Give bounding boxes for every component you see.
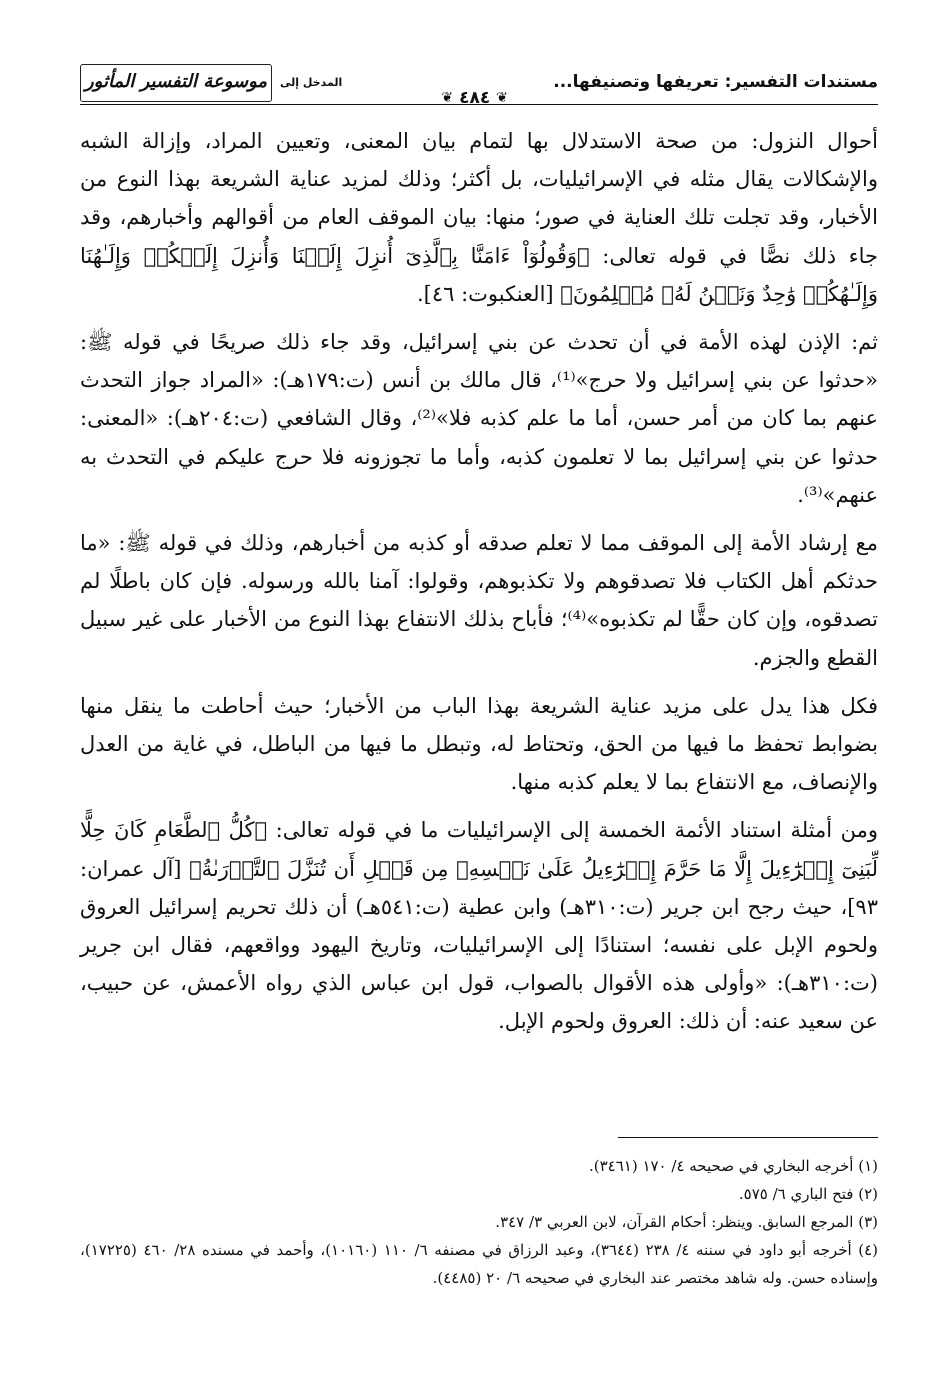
page-header bbox=[80, 64, 878, 108]
paragraph-4: فكل هذا يدل على مزيد عناية الشريعة بهذا الباب من الأخبار؛ حيث أحاطت ما ينقل منها بضوابط تحفظ ما فيها من الحق، وتحتاط له، وتبطل ما فيها من الباطل، في غاية من العدل والإنصاف، مع الانتفاع بما لا يعلم كذبه منها. bbox=[80, 693, 878, 795]
running-title: مستندات التفسير: تعريفها وتصنيفها... bbox=[553, 72, 878, 92]
paragraph-2: ثم: الإذن لهذه الأمة في أن تحدث عن بني إسرائيل، وقد جاء ذلك صريحًا في قوله ﷺ: «حدثوا عن بني إسرائيل ولا حرج»⁽¹⁾، قال مالك بن أنس (ت:١٧٩هـ): «المراد جواز التحدث عنهم بما كان من أمر حسن، أما ما علم كذبه فلا»⁽²⁾، وقال الشافعي (ت:٢٠٤هـ): «المعنى: حدثوا عن بني إسرائيل بما لا تعلمون كذبه، وأما ما تجوزونه فلا حرج عليكم في التحدث به عنهم»⁽³⁾. bbox=[80, 330, 878, 507]
footnote-3: (٣) المرجع السابق. وينظر: أحكام القرآن، لابن العربي ٣/ ٣٤٧. bbox=[495, 1213, 878, 1231]
paragraph-5: ومن أمثلة استناد الأئمة الخمسة إلى الإسرائيليات ما في قوله تعالى: ﴿كُلُّ ٱلطَّعَامِ كَانَ حِلًّا لِّبَنِىٓ إِسۡرَٰٓءِيلَ إِلَّا مَا حَرَّمَ إِسۡرَٰٓءِيلُ عَلَىٰ نَفۡسِهِۦ مِن قَبۡلِ أَن تُنَزَّلَ ٱلتَّوۡرَىٰةُ﴾ [آل عمران: ٩٣]، حيث رجح ابن جرير (ت:٣١٠هـ) وابن عطية (ت:٥٤١هـ) أن ذلك تحريم إسرائيل العروق ولحوم الإبل على نفسه؛ استنادًا إلى الإسرائيليات، وتاريخ اليهود وواقعهم، فقال ابن جرير (ت:٣١٠هـ): «وأولى هذه الأقوال بالصواب، قول ابن عباس الذي رواه الأعمش، عن حبيب، عن سعيد عنه: أن ذلك: العروق ولحوم الإبل. bbox=[80, 818, 878, 1034]
footnote-1: (١) أخرجه البخاري في صحيحه ٤/ ١٧٠ (٣٤٦١). bbox=[588, 1157, 878, 1175]
main-text bbox=[80, 122, 878, 1051]
footnote-2: (٢) فتح الباري ٦/ ٥٧٥. bbox=[738, 1185, 878, 1203]
paragraph-3: مع إرشاد الأمة إلى الموقف مما لا تعلم صدقه أو كذبه من أخبارهم، وذلك في قوله ﷺ: «ما حدثكم أهل الكتاب فلا تصدقوهم ولا تكذبوهم، وقولوا: آمنا بالله ورسوله. فإن كان باطلًا لم تصدقوه، وإن كان حقًّا لم تكذبوه»⁽⁴⁾؛ فأباح بذلك الانتفاع بهذا النوع من الأخبار على غير سبيل القطع والجزم. bbox=[80, 531, 878, 670]
page-number-area bbox=[441, 88, 508, 108]
ornament-icon: ❦ bbox=[496, 90, 508, 106]
encyclopedia-logo: موسوعة التفسير المأثور bbox=[80, 64, 272, 102]
intro-label: المدخل إلى bbox=[280, 76, 343, 89]
paragraph-1: أحوال النزول: من صحة الاستدلال بها لتمام بيان المعنى، وتعيين المراد، وإزالة الشبه والإشكالات يقال مثله في الإسرائيليات، بل أكثر؛ وذلك لمزيد عناية الشريعة بهذا النوع من الأخبار، وقد تجلت تلك العناية في صور؛ منها: بيان الموقف العام من أقوالهم وأخبارهم، وقد جاء ذلك نصًّا في قوله تعالى: ﴿وَقُولُوٓاْ ءَامَنَّا بِٱلَّذِىٓ أُنزِلَ إِلَيۡنَا وَأُنزِلَ إِلَيۡكُمۡ وَإِلَـٰهُنَا وَإِلَـٰهُكُمۡ وَٰحِدٌ وَنَحۡنُ لَهُۥ مُسۡلِمُونَ﴾ [العنكبوت: ٤٦]. bbox=[80, 129, 878, 306]
header-divider bbox=[80, 104, 878, 105]
ornament-icon: ❦ bbox=[441, 90, 454, 106]
page-number: ٤٨٤ bbox=[459, 88, 491, 108]
footnote-divider bbox=[618, 1137, 878, 1138]
footnotes bbox=[80, 1152, 878, 1292]
footnote-4: (٤) أخرجه أبو داود في سننه ٤/ ٢٣٨ (٣٦٤٤)، وعبد الرزاق في مصنفه ٦/ ١١٠ (١٠١٦٠)، وأحمد في مسنده ٢٨/ ٤٦٠ (١٧٢٢٥)، وإسناده حسن. وله شاهد مختصر عند البخاري في صحيحه ٦/ ٢٠ (٤٤٨٥). bbox=[80, 1241, 879, 1287]
